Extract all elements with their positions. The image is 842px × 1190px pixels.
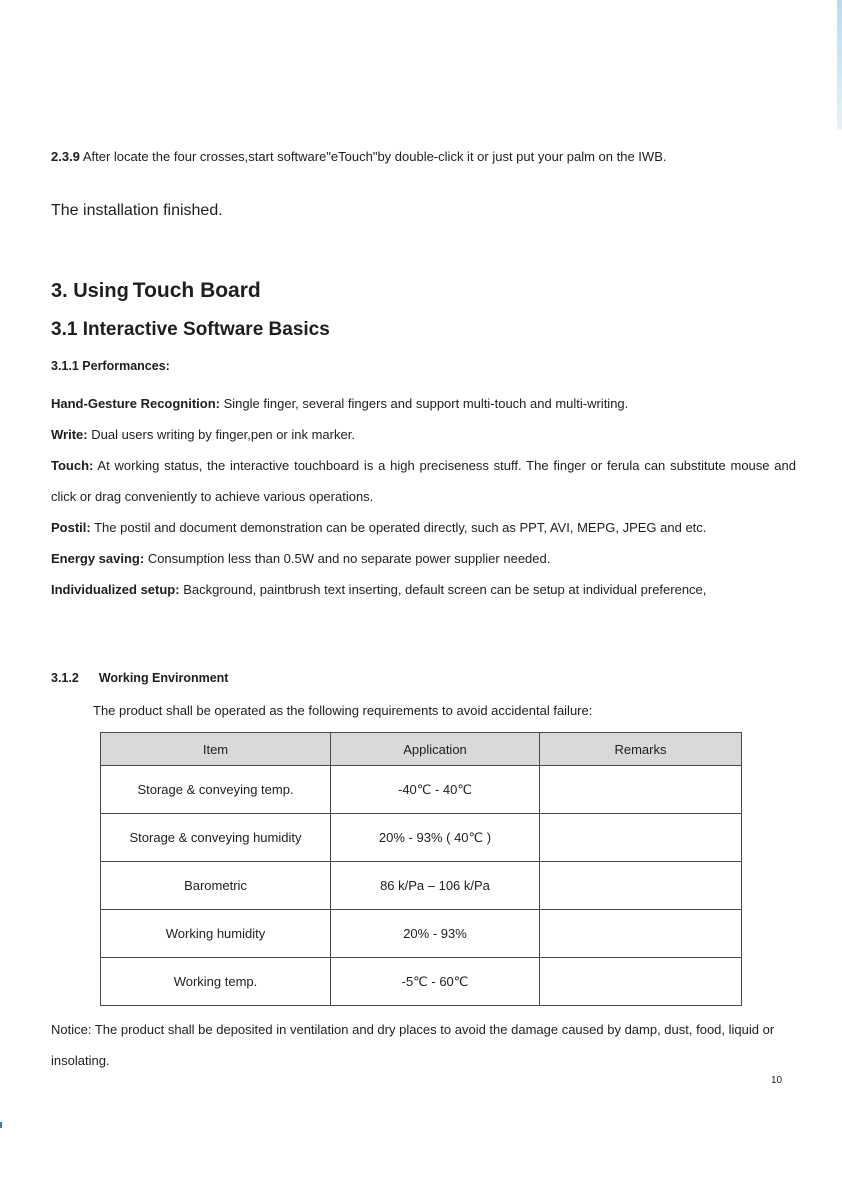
application-cell: -40℃ - 40℃	[331, 766, 540, 814]
item-cell: Working temp.	[101, 958, 331, 1006]
remarks-cell	[540, 910, 742, 958]
remarks-cell	[540, 862, 742, 910]
heading-3-part1: 3. Using	[51, 280, 129, 302]
heading-3-1-2-title: Working Environment	[98, 671, 229, 685]
edge-mark	[0, 1122, 2, 1128]
column-header-remarks: Remarks	[540, 733, 742, 766]
performance-text: At working status, the interactive touchboard is a high preciseness stuff. The finger or ferula can substitute mouse and click or drag conveniently to achieve various operations.	[51, 458, 796, 504]
section-text: After locate the four crosses,start software"eTouch"by double-click it or just put your palm on the IWB.	[79, 149, 667, 164]
performances-list	[51, 388, 796, 605]
column-header-item: Item	[101, 733, 331, 766]
heading-3-part2: Touch Board	[132, 279, 261, 302]
performance-item	[51, 388, 796, 419]
heading-3-1-2	[51, 671, 228, 685]
table-row	[101, 862, 742, 910]
performance-item	[51, 512, 796, 543]
table-row	[101, 766, 742, 814]
environment-intro: The product shall be operated as the following requirements to avoid accidental failure:	[93, 703, 593, 718]
performance-item	[51, 419, 796, 450]
item-cell: Barometric	[101, 862, 331, 910]
table-row	[101, 958, 742, 1006]
application-cell: 20% - 93% ( 40℃ )	[331, 814, 540, 862]
table-header-row	[101, 733, 742, 766]
column-header-application: Application	[331, 733, 540, 766]
section-number: 2.3.9	[51, 149, 80, 164]
notice-paragraph	[51, 1014, 796, 1076]
page-edge-decoration	[837, 0, 842, 130]
performance-item	[51, 543, 796, 574]
performance-term: Postil:	[51, 520, 91, 535]
heading-3-1: 3.1 Interactive Software Basics	[51, 319, 330, 340]
page-number: 10	[771, 1075, 783, 1086]
performance-text: Consumption less than 0.5W and no separate power supplier needed.	[144, 551, 551, 566]
performance-text: The postil and document demonstration can be operated directly, such as PPT, AVI, MEPG, JPEG and etc.	[90, 520, 707, 535]
performance-term: Individualized setup:	[51, 582, 180, 597]
section-2-3-9	[51, 146, 691, 167]
performance-text: Single finger, several fingers and support multi-touch and multi-writing.	[220, 396, 629, 411]
item-cell: Storage & conveying temp.	[101, 766, 331, 814]
item-cell: Working humidity	[101, 910, 331, 958]
performance-text: Dual users writing by finger,pen or ink marker.	[87, 427, 355, 442]
table-row	[101, 910, 742, 958]
application-cell: 20% - 93%	[331, 910, 540, 958]
remarks-cell	[540, 814, 742, 862]
performance-term: Energy saving:	[51, 551, 145, 566]
heading-3-1-1: 3.1.1 Performances:	[51, 359, 170, 373]
performance-term: Touch:	[51, 458, 94, 473]
installation-finished-text: The installation finished.	[51, 202, 223, 219]
remarks-cell	[540, 958, 742, 1006]
working-environment-table	[100, 732, 742, 1006]
performance-item	[51, 450, 796, 512]
item-cell: Storage & conveying humidity	[101, 814, 331, 862]
performance-text: Background, paintbrush text inserting, default screen can be setup at individual preference,	[179, 582, 707, 597]
heading-3	[51, 279, 261, 303]
remarks-cell	[540, 766, 742, 814]
performance-term: Hand-Gesture Recognition:	[51, 396, 221, 411]
heading-3-1-2-number: 3.1.2	[51, 671, 79, 685]
application-cell: 86 k/Pa – 106 k/Pa	[331, 862, 540, 910]
application-cell: -5℃ - 60℃	[331, 958, 540, 1006]
notice-text: Notice: The product shall be deposited in ventilation and dry places to avoid the damage caused by damp, dust, food, liquid or insolating.	[51, 1022, 775, 1068]
performance-term: Write:	[51, 427, 88, 442]
performance-item	[51, 574, 796, 605]
table-row	[101, 814, 742, 862]
